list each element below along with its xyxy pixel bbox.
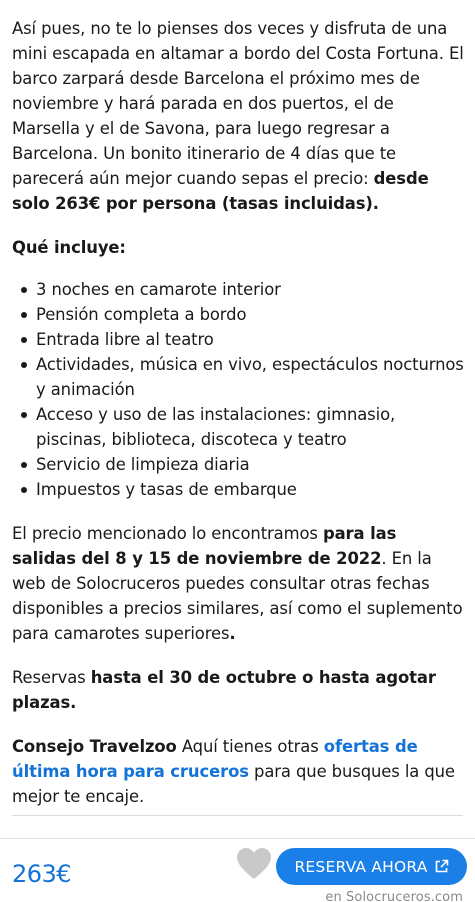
- tip-text-post: para que busques la que mejor te encaje.: [12, 762, 455, 806]
- external-link-icon: [434, 859, 449, 874]
- provider-label: en Solocruceros.com: [325, 890, 463, 902]
- reservations-deadline: hasta el 30 de octubre o hasta agotar plazas.: [12, 668, 436, 712]
- list-item: Servicio de limpieza diaria: [12, 452, 464, 477]
- list-item: Pensión completa a bordo: [12, 302, 464, 327]
- reservations-text: Reservas: [12, 668, 91, 687]
- content-divider: [12, 815, 463, 816]
- intro-paragraph: [12, 16, 464, 216]
- reserve-now-label: RESERVA AHORA: [294, 857, 428, 876]
- dates-end: .: [229, 624, 236, 643]
- dates-text-post: . En la web de Solocruceros puedes consultar otras fechas disponibles a precios similares, así como el suplemento para camarotes superiores: [12, 549, 463, 643]
- last-minute-cruises-link[interactable]: ofertas de última hora para cruceros: [12, 737, 418, 781]
- list-item: Actividades, música en vivo, espectáculos nocturnos y animación: [12, 352, 464, 402]
- booking-bar: [0, 838, 475, 902]
- tip-label: Consejo Travelzoo: [12, 737, 177, 756]
- list-item: 3 noches en camarote interior: [12, 277, 464, 302]
- list-item: Impuestos y tasas de embarque: [12, 477, 464, 502]
- article-body: [12, 16, 464, 828]
- list-item: Acceso y uso de las instalaciones: gimnasio, piscinas, biblioteca, discoteca y teatro: [12, 402, 464, 452]
- intro-text: Así pues, no te lo pienses dos veces y disfruta de una mini escapada en altamar a bordo del Costa Fortuna. El barco zarpará desde Barcelona el próximo mes de noviembre y hará parada en dos puertos, el de Marsella y el de Savona, para luego regresar a Barcelona. Un bonito itinerario de 4 días que te parecerá aún mejor cuando sepas el precio:: [12, 19, 464, 188]
- dates-paragraph: [12, 521, 464, 646]
- dates-highlight: para las salidas del 8 y 15 de noviembre de 2022: [12, 524, 397, 568]
- deal-price: 263€: [12, 860, 72, 888]
- heart-icon[interactable]: [236, 847, 272, 881]
- reserve-now-button[interactable]: [276, 848, 467, 885]
- reservations-paragraph: [12, 665, 464, 715]
- list-item: Entrada libre al teatro: [12, 327, 464, 352]
- dates-text-pre: El precio mencionado lo encontramos: [12, 524, 323, 543]
- intro-price-highlight: desde solo 263€ por persona (tasas incluidas).: [12, 169, 429, 213]
- tip-paragraph: [12, 734, 464, 809]
- includes-title: Qué incluye:: [12, 238, 126, 257]
- includes-list: [12, 277, 464, 502]
- tip-text-pre: Aquí tienes otras: [176, 737, 324, 756]
